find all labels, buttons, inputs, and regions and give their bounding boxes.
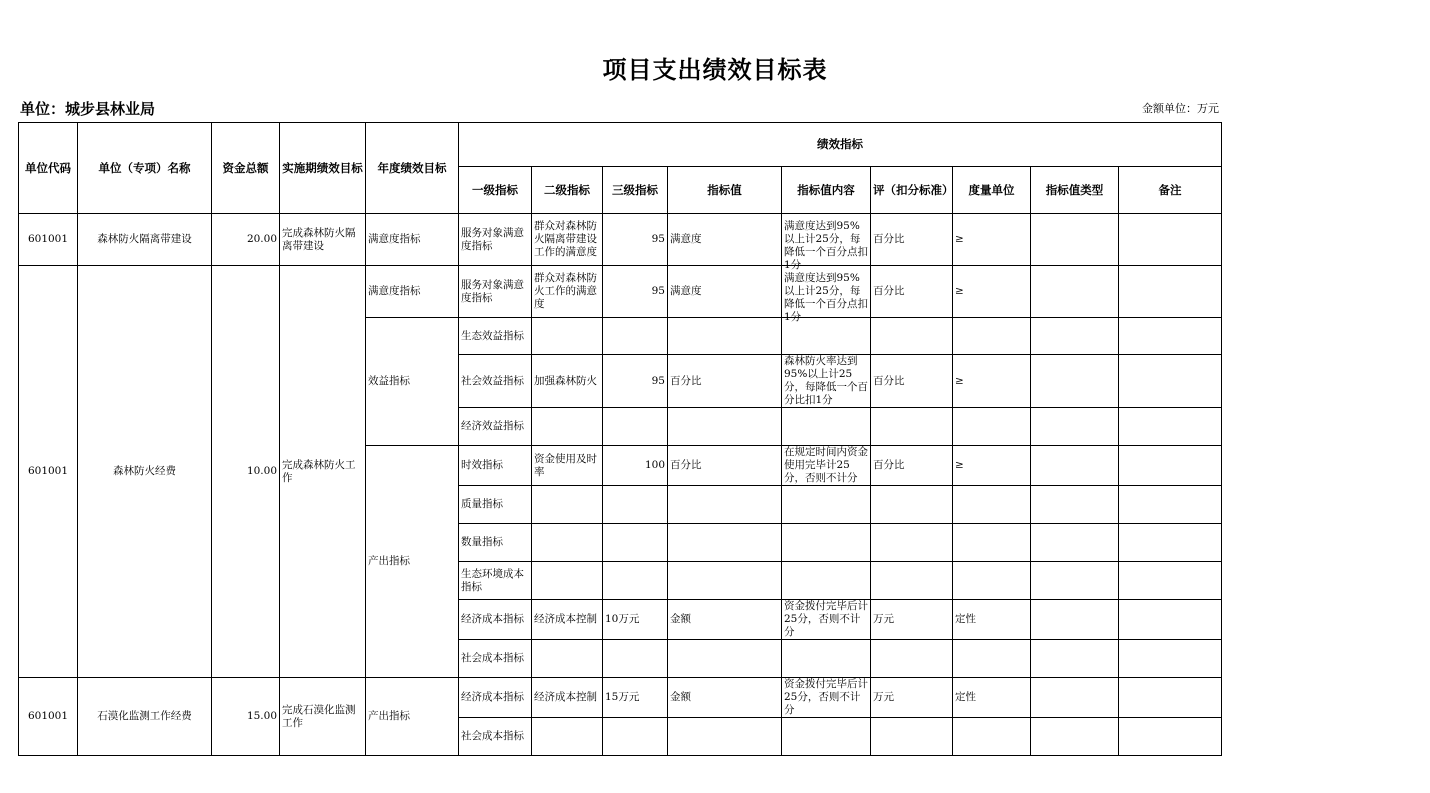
cell-value (668, 408, 782, 446)
cell-unit (953, 486, 1031, 524)
cell-content-text: 满意度达到95%以上计25分，每降低一个百分点扣1分 (784, 272, 868, 323)
cell-l1: 时效指标 (459, 446, 532, 486)
cell-l1: 经济成本指标 (459, 600, 532, 640)
table-row (19, 266, 1222, 318)
cell-l2-text: 群众对森林防火工作的满意度 (534, 272, 597, 310)
cell-vtype (1031, 446, 1119, 486)
cell-l2 (532, 718, 603, 756)
cell-note (1119, 446, 1222, 486)
cell-l1: 数量指标 (459, 524, 532, 562)
cell-l2 (532, 640, 603, 678)
cell-vtype (1031, 600, 1119, 640)
header-period-goal: 实施期绩效目标 (280, 123, 366, 214)
cell-l1: 经济成本指标 (459, 678, 532, 718)
table-row (19, 214, 1222, 266)
cell-l1: 服务对象满意度指标 (459, 214, 532, 266)
cell-unit: 定性 (953, 600, 1031, 640)
performance-table (18, 122, 1222, 756)
cell-unit: ≥ (953, 355, 1031, 408)
cell-vtype (1031, 318, 1119, 355)
cell-name: 森林防火经费 (78, 266, 212, 678)
cell-content (782, 486, 871, 524)
cell-l2 (532, 214, 603, 266)
cell-l1: 质量指标 (459, 486, 532, 524)
cell-unit (953, 562, 1031, 600)
cell-score: 万元 (871, 600, 953, 640)
cell-unit: 定性 (953, 678, 1031, 718)
cell-l1: 服务对象满意度指标 (459, 266, 532, 318)
cell-value (668, 562, 782, 600)
cell-unit: ≥ (953, 446, 1031, 486)
cell-unit: ≥ (953, 266, 1031, 318)
header-level2: 二级指标 (532, 167, 603, 214)
cell-name: 石漠化监测工作经费 (78, 678, 212, 756)
cell-content (782, 266, 871, 323)
cell-unit: ≥ (953, 214, 1031, 266)
cell-l3 (603, 562, 668, 600)
cell-total: 20.00 (212, 214, 280, 266)
cell-content (782, 214, 871, 271)
cell-l3: 95 (603, 214, 668, 266)
cell-value: 金额 (668, 600, 782, 640)
cell-unit (953, 640, 1031, 678)
cell-annual: 产出指标 (366, 678, 459, 756)
cell-l3 (603, 486, 668, 524)
cell-value (668, 718, 782, 756)
table-row (19, 678, 1222, 718)
cell-annual: 满意度指标 (366, 214, 459, 266)
cell-note (1119, 524, 1222, 562)
cell-unit (953, 718, 1031, 756)
cell-l2: 经济成本控制 (532, 600, 603, 640)
cell-score (871, 718, 953, 756)
cell-note (1119, 718, 1222, 756)
cell-period-goal: 完成森林防火工作 (280, 266, 366, 678)
cell-l3: 95 (603, 266, 668, 318)
cell-l2 (532, 266, 603, 318)
cell-value: 满意度 (668, 266, 782, 318)
cell-code: 601001 (19, 678, 78, 756)
cell-value (668, 524, 782, 562)
cell-score (871, 486, 953, 524)
cell-name: 森林防火隔离带建设 (78, 214, 212, 266)
cell-l3: 100 (603, 446, 668, 486)
cell-note (1119, 486, 1222, 524)
cell-annual: 产出指标 (366, 446, 459, 678)
cell-vtype (1031, 524, 1119, 562)
cell-l2 (532, 318, 603, 355)
cell-l3: 15万元 (603, 678, 668, 718)
cell-l2-text: 资金使用及时率 (534, 452, 597, 478)
cell-vtype (1031, 562, 1119, 600)
cell-total: 10.00 (212, 266, 280, 678)
cell-score (871, 640, 953, 678)
cell-l3 (603, 718, 668, 756)
cell-l2 (532, 408, 603, 446)
cell-vtype (1031, 214, 1119, 266)
cell-unit (953, 318, 1031, 355)
cell-code: 601001 (19, 266, 78, 678)
cell-value (668, 486, 782, 524)
header-code: 单位代码 (19, 123, 78, 214)
cell-content-text: 资金拨付完毕后计25分，否则不计分 (784, 600, 868, 638)
cell-value (668, 640, 782, 678)
cell-vtype (1031, 266, 1119, 318)
cell-l2 (532, 446, 603, 486)
cell-l1: 社会成本指标 (459, 718, 532, 756)
cell-note (1119, 678, 1222, 718)
cell-content (782, 600, 871, 640)
cell-content (782, 562, 871, 600)
page-title: 项目支出绩效目标表 (602, 56, 828, 84)
cell-l2 (532, 524, 603, 562)
cell-note (1119, 355, 1222, 408)
cell-score (871, 318, 953, 355)
cell-l1: 社会成本指标 (459, 640, 532, 678)
cell-l3: 10万元 (603, 600, 668, 640)
cell-period-goal: 完成森林防火隔离带建设 (280, 214, 366, 266)
cell-content (782, 355, 871, 408)
cell-content-text: 资金拨付完毕后计25分，否则不计分 (784, 678, 868, 716)
cell-score: 百分比 (871, 355, 953, 408)
cell-vtype (1031, 678, 1119, 718)
cell-score: 百分比 (871, 214, 953, 266)
cell-l3 (603, 524, 668, 562)
cell-content-text: 在规定时间内资金使用完毕计25分，否则不计分 (784, 446, 868, 484)
header-note: 备注 (1119, 167, 1222, 214)
cell-value: 金额 (668, 678, 782, 718)
header-vtype: 指标值类型 (1031, 167, 1119, 214)
cell-l3 (603, 640, 668, 678)
cell-vtype (1031, 355, 1119, 408)
cell-value (668, 318, 782, 355)
cell-score: 百分比 (871, 266, 953, 318)
cell-l1: 经济效益指标 (459, 408, 532, 446)
cell-score (871, 408, 953, 446)
header-level3: 三级指标 (603, 167, 668, 214)
cell-l2-text: 群众对森林防火隔离带建设工作的满意度 (534, 220, 597, 258)
header-indicators: 绩效指标 (459, 123, 1222, 167)
unit-label: 单位：城步县林业局 (20, 100, 156, 118)
cell-vtype (1031, 408, 1119, 446)
cell-unit (953, 524, 1031, 562)
cell-l2: 加强森林防火 (532, 355, 603, 408)
header-annual-goal: 年度绩效目标 (366, 123, 459, 214)
cell-l2 (532, 486, 603, 524)
cell-content (782, 446, 871, 486)
header-name: 单位（专项）名称 (78, 123, 212, 214)
cell-annual: 满意度指标 (366, 266, 459, 318)
cell-note (1119, 214, 1222, 266)
cell-l1: 生态效益指标 (459, 318, 532, 355)
cell-note (1119, 408, 1222, 446)
cell-vtype (1031, 640, 1119, 678)
cell-l3: 95 (603, 355, 668, 408)
cell-content-text: 森林防火率达到95%以上计25分，每降低一个百分比扣1分 (784, 355, 868, 406)
cell-value: 百分比 (668, 355, 782, 408)
cell-content (782, 718, 871, 756)
header-content: 指标值内容 (782, 167, 871, 214)
cell-period-goal: 完成石漠化监测工作 (280, 678, 366, 756)
cell-note (1119, 640, 1222, 678)
cell-value: 百分比 (668, 446, 782, 486)
cell-content (782, 640, 871, 678)
cell-content-text: 满意度达到95%以上计25分，每降低一个百分点扣1分 (784, 220, 868, 271)
header-value: 指标值 (668, 167, 782, 214)
cell-score (871, 562, 953, 600)
cell-annual: 效益指标 (366, 318, 459, 446)
cell-content (782, 524, 871, 562)
header-total: 资金总额 (212, 123, 280, 214)
cell-l3 (603, 318, 668, 355)
cell-note (1119, 266, 1222, 318)
cell-l2 (532, 562, 603, 600)
cell-l1: 社会效益指标 (459, 355, 532, 408)
cell-note (1119, 562, 1222, 600)
cell-code: 601001 (19, 214, 78, 266)
cell-vtype (1031, 718, 1119, 756)
cell-note (1119, 318, 1222, 355)
cell-vtype (1031, 486, 1119, 524)
cell-l2: 经济成本控制 (532, 678, 603, 718)
money-unit-label: 金额单位：万元 (1142, 102, 1219, 115)
cell-total: 15.00 (212, 678, 280, 756)
header-level1: 一级指标 (459, 167, 532, 214)
cell-l3 (603, 408, 668, 446)
cell-unit (953, 408, 1031, 446)
cell-score (871, 524, 953, 562)
cell-content (782, 678, 871, 718)
cell-l1: 生态环境成本指标 (459, 562, 532, 600)
header-score: 评（扣分标准） (871, 167, 953, 214)
header-unit: 度量单位 (953, 167, 1031, 214)
cell-content (782, 408, 871, 446)
cell-value: 满意度 (668, 214, 782, 266)
cell-note (1119, 600, 1222, 640)
cell-score: 万元 (871, 678, 953, 718)
cell-score: 百分比 (871, 446, 953, 486)
